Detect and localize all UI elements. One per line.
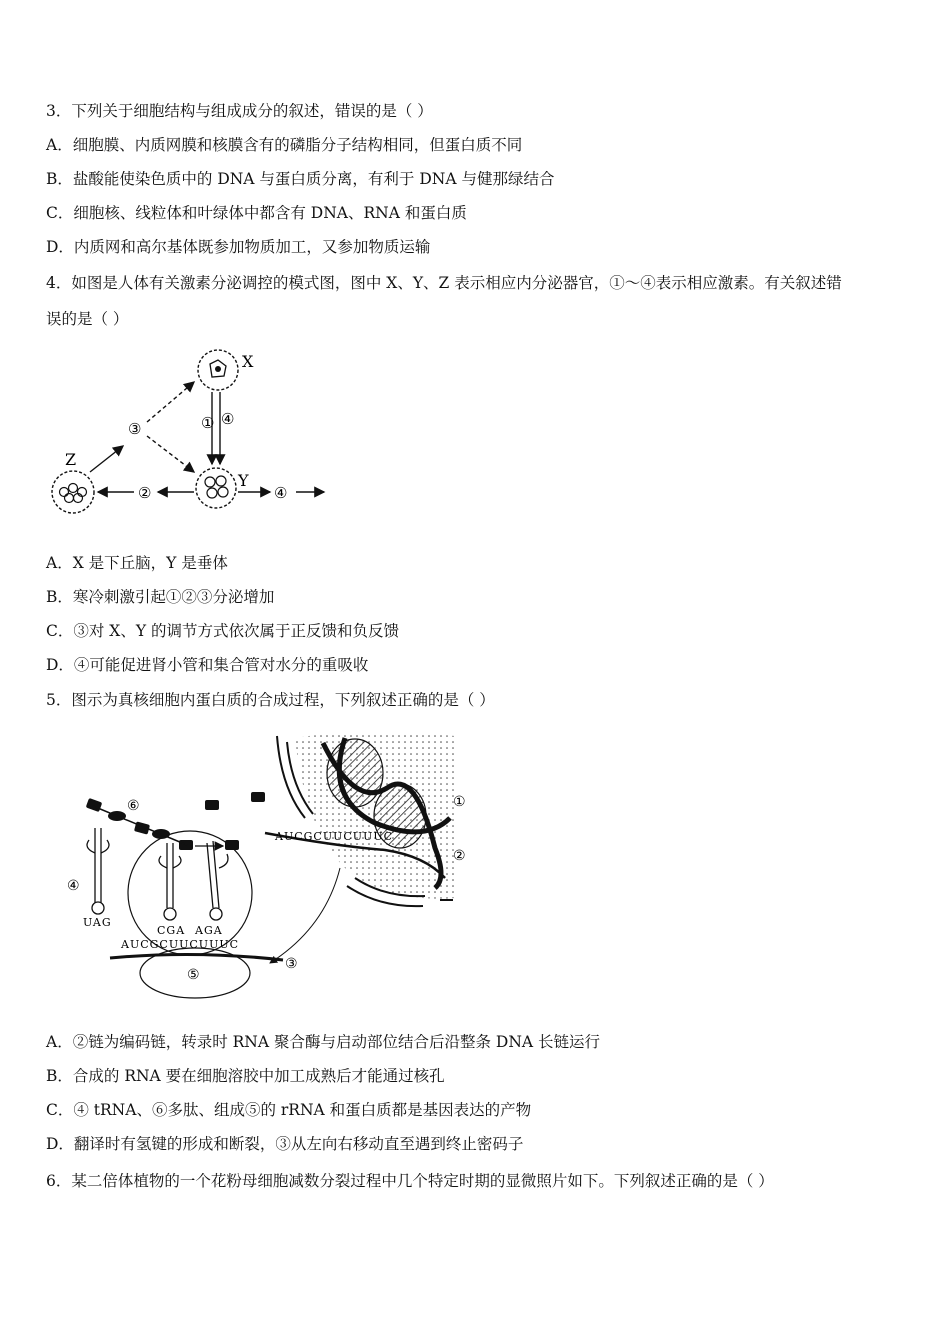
- label-4: ④: [67, 878, 80, 894]
- label-5: ⑤: [187, 967, 200, 983]
- free-trna-icon: [87, 828, 109, 914]
- q4-stem-line2: 误的是（ ）: [46, 310, 129, 328]
- q3-option-d: D．内质网和高尔基体既参加物质加工，又参加物质运输: [46, 238, 431, 256]
- q5-stem: 5．图示为真核细胞内蛋白质的合成过程，下列叙述正确的是（ ）: [46, 691, 495, 709]
- organ-y-circle: [196, 468, 236, 508]
- mrna-sequence-cytoplasm: AUCGCUUCUUUC: [121, 938, 240, 951]
- trna-anticodon-3: AGA: [195, 924, 223, 937]
- label-y: Y: [238, 471, 249, 490]
- label-hormone-2: ②: [138, 484, 152, 502]
- mrna-strand-cytoplasm: [110, 954, 283, 960]
- q4-option-b: B．寒冷刺激引起①②③分泌增加: [46, 588, 275, 606]
- q5-option-c: C．④ tRNA、⑥多肽、组成⑤的 rRNA 和蛋白质都是基因表达的产物: [46, 1101, 532, 1119]
- label-hormone-4-right: ④: [274, 484, 288, 502]
- amino-acid-icon: [205, 800, 219, 810]
- trna-anticodon-2: CGA: [157, 924, 186, 937]
- label-x: X: [242, 352, 254, 371]
- q3-stem: 3．下列关于细胞结构与组成成分的叙述，错误的是（ ）: [46, 102, 433, 120]
- q4-stem-line1: 4．如图是人体有关激素分泌调控的模式图，图中 X、Y、Z 表示相应内分泌器官，①～④表示相应激素。有关叙述错: [46, 274, 842, 292]
- label-hormone-4-upper: ④: [221, 410, 235, 428]
- mrna-sequence-nucleus: AUCGCUUCUUUC: [275, 830, 394, 843]
- trna-in-ribosome-1-icon: [159, 843, 181, 920]
- amino-acid-icon: [251, 792, 265, 802]
- q5-option-b: B．合成的 RNA 要在细胞溶胶中加工成熟后才能通过核孔: [46, 1067, 445, 1085]
- label-6: ⑥: [127, 798, 140, 814]
- q4-option-a: A．X 是下丘脑，Y 是垂体: [46, 554, 228, 572]
- q5-option-a: A．②链为编码链，转录时 RNA 聚合酶与启动部位结合后沿整条 DNA 长链运行: [46, 1033, 601, 1051]
- label-2: ②: [453, 848, 466, 864]
- q5-option-d: D．翻译时有氢键的形成和断裂，③从左向右移动直至遇到终止密码子: [46, 1135, 524, 1153]
- q4-option-d: D．④可能促进肾小管和集合管对水分的重吸收: [46, 656, 369, 674]
- q6-stem: 6．某二倍体植物的一个花粉母细胞减数分裂过程中几个特定时期的显微照片如下。下列叙述正确的是（ ）: [46, 1172, 774, 1190]
- q3-option-b: B．盐酸能使染色质中的 DNA 与蛋白质分离，有利于 DNA 与健那绿结合: [46, 170, 555, 188]
- label-z: Z: [65, 450, 77, 469]
- label-hormone-1: ①: [201, 414, 215, 432]
- free-trna-anticodon: UAG: [83, 916, 112, 929]
- label-hormone-3: ③: [128, 420, 142, 438]
- label-1: ①: [453, 794, 466, 810]
- q4-option-c: C．③对 X、Y 的调节方式依次属于正反馈和负反馈: [46, 622, 399, 640]
- hormone-regulation-diagram: [40, 340, 340, 520]
- dna-helix-segment-1: [327, 739, 383, 807]
- q3-option-a: A．细胞膜、内质网膜和核膜含有的磷脂分子结构相同，但蛋白质不同: [46, 136, 523, 154]
- q3-option-c: C．细胞核、线粒体和叶绿体中都含有 DNA、RNA 和蛋白质: [46, 204, 467, 222]
- trna-in-ribosome-2-icon: [207, 841, 228, 920]
- label-3: ③: [285, 956, 298, 972]
- protein-synthesis-diagram: [55, 728, 485, 1003]
